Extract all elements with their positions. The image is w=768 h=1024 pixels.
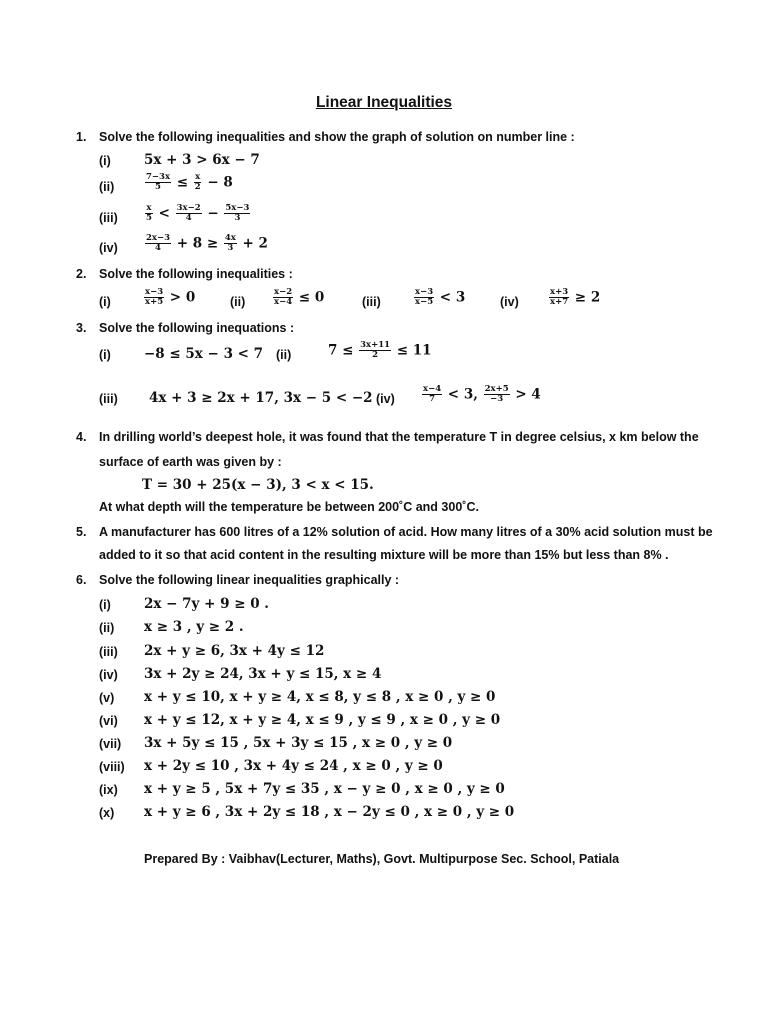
q5-line2: added to it so that acid content in the resulting mixture will be more than 15% but less than 8% . xyxy=(99,548,669,562)
q4-line2: surface of earth was given by : xyxy=(99,455,282,469)
q1-ii-label: (ii) xyxy=(99,180,115,194)
q6-vii-expr: 3x + 5y ≤ 15 , 5x + 3y ≤ 15 , x ≥ 0 , y ≥ 0 xyxy=(144,735,453,751)
q2-i-expr: $\frac{x-3}{x+5}$ > 0 xyxy=(145,287,196,308)
q3-iii-expr: 4x + 3 ≥ 2x + 17, 3x − 5 < −2 xyxy=(149,390,373,406)
q4-formula: T = 30 + 25(x − 3), 3 < x < 15. xyxy=(142,477,374,493)
q6-text: Solve the following linear inequalities graphically : xyxy=(99,573,400,587)
q6-i-label: (i) xyxy=(99,598,111,612)
q6-iii-label: (iii) xyxy=(99,645,118,659)
q2-ii-expr: $\frac{x-2}{x-4}$ ≤ 0 xyxy=(274,287,325,308)
q1-iii-label: (iii) xyxy=(99,211,118,225)
q6-iv-label: (iv) xyxy=(99,668,118,682)
q6-iii-expr: 2x + y ≥ 6, 3x + 4y ≤ 12 xyxy=(144,643,325,659)
q6-viii-expr: x + 2y ≤ 10 , 3x + 4y ≤ 24 , x ≥ 0 , y ≥ 0 xyxy=(144,758,443,774)
q3-i-label: (i) xyxy=(99,348,111,362)
q5-line1: A manufacturer has 600 litres of a 12% solution of acid. How many litres of a 30% acid solution must be xyxy=(99,525,713,539)
q6-number: 6. xyxy=(76,573,87,587)
q6-ii-expr: x ≥ 3 , y ≥ 2 . xyxy=(144,619,244,635)
q3-ii-expr: 7 ≤ $\frac{3x+11}{2}$ ≤ 11 xyxy=(328,340,432,361)
q3-iv-label: (iv) xyxy=(376,392,395,406)
q2-iv-expr: $\frac{x+3}{x+7}$ ≥ 2 xyxy=(550,287,601,308)
q6-ii-label: (ii) xyxy=(99,621,115,635)
q2-i-label: (i) xyxy=(99,295,111,309)
page-title: Linear Inequalities xyxy=(315,94,453,111)
q2-iii-expr: $\frac{x-3}{x-5}$ < 3 xyxy=(415,287,466,308)
q1-ii-expr: $\frac{7-3x}{5}$ ≤ $\frac{x}{2}$ − 8 xyxy=(146,172,233,193)
q4-line1: In drilling world’s deepest hole, it was found that the temperature T in degree celsius, x km below the xyxy=(99,430,699,444)
q6-ix-label: (ix) xyxy=(99,783,118,797)
q6-v-expr: x + y ≤ 10, x + y ≥ 4, x ≤ 8, y ≤ 8 , x ≥ 0 , y ≥ 0 xyxy=(144,689,496,705)
q3-iii-label: (iii) xyxy=(99,392,118,406)
q6-v-label: (v) xyxy=(99,691,115,705)
q3-i-expr: −8 ≤ 5x − 3 < 7 xyxy=(144,346,264,362)
prepared-by-footer: Prepared By : Vaibhav(Lecturer, Maths), Govt. Multipurpose Sec. School, Patiala xyxy=(144,852,620,866)
q6-x-label: (x) xyxy=(99,806,115,820)
q6-i-expr: 2x − 7y + 9 ≥ 0 . xyxy=(144,596,270,612)
q1-text: Solve the following inequalities and show the graph of solution on number line : xyxy=(99,130,575,144)
q1-iv-expr: $\frac{2x-3}{4}$ + 8 ≥ $\frac{4x}{3}$ + 2 xyxy=(146,233,268,254)
q6-iv-expr: 3x + 2y ≥ 24, 3x + y ≤ 15, x ≥ 4 xyxy=(144,666,382,682)
q4-line3: At what depth will the temperature be between 200˚C and 300˚C. xyxy=(99,500,479,514)
q6-vii-label: (vii) xyxy=(99,737,122,751)
q1-number: 1. xyxy=(76,130,87,144)
q6-ix-expr: x + y ≥ 5 , 5x + 7y ≤ 35 , x − y ≥ 0 , x ≥ 0 , y ≥ 0 xyxy=(144,781,505,797)
q3-text: Solve the following inequations : xyxy=(99,321,295,335)
q6-x-expr: x + y ≥ 6 , 3x + 2y ≤ 18 , x − 2y ≤ 0 , x ≥ 0 , y ≥ 0 xyxy=(144,804,515,820)
q1-i-label: (i) xyxy=(99,154,111,168)
q4-number: 4. xyxy=(76,430,87,444)
q1-iii-expr: $\frac{x}{5}$ < $\frac{3x-2}{4}$ − $\frac{5x-3}{3}$ xyxy=(146,203,250,224)
q3-number: 3. xyxy=(76,321,87,335)
q6-viii-label: (viii) xyxy=(99,760,125,774)
q2-iv-label: (iv) xyxy=(500,295,519,309)
q5-number: 5. xyxy=(76,525,87,539)
q1-i-expr: 5x + 3 > 6x − 7 xyxy=(144,152,260,168)
q2-number: 2. xyxy=(76,267,87,281)
q2-iii-label: (iii) xyxy=(362,295,381,309)
q2-ii-label: (ii) xyxy=(230,295,246,309)
q6-vi-label: (vi) xyxy=(99,714,118,728)
q1-iv-label: (iv) xyxy=(99,241,118,255)
q6-vi-expr: x + y ≤ 12, x + y ≥ 4, x ≤ 9 , y ≤ 9 , x ≥ 0 , y ≥ 0 xyxy=(144,712,501,728)
q3-iv-expr: $\frac{x-4}{7}$ < 3, $\frac{2x+5}{-3}$ > 4 xyxy=(423,384,541,405)
q3-ii-label: (ii) xyxy=(276,348,292,362)
q2-text: Solve the following inequalities : xyxy=(99,267,293,281)
